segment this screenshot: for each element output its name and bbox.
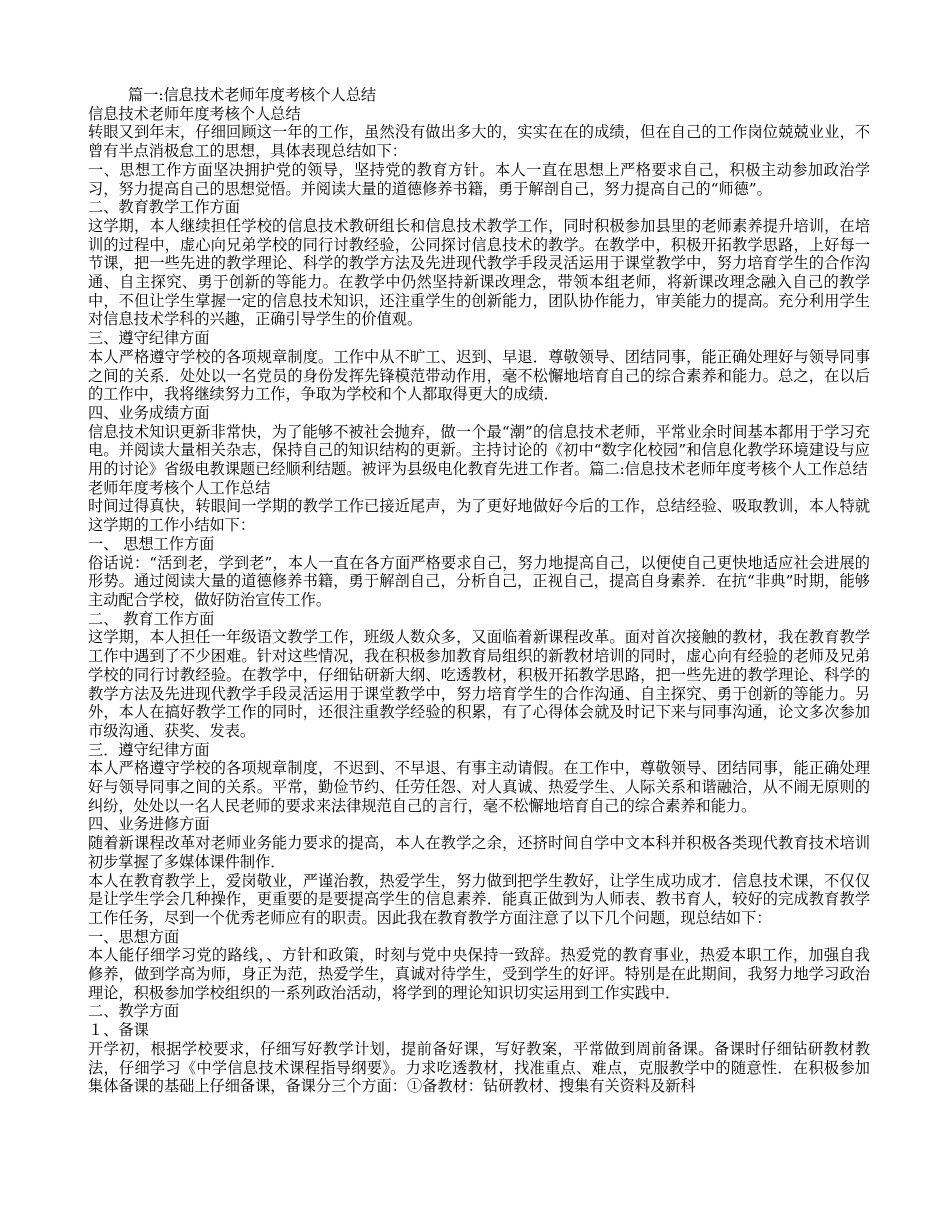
section-heading: 四、业务进修方面: [88, 815, 210, 834]
paragraph-teaching: 这学期，本人继续担任学校的信息技术教研组长和信息技术教学工作，同时积极参加县里的老师素养提升培训，在培训的过程中，虚心向兄弟学校的同行讨教经验，公同探讨信息技术的教学。在教学中，积极开拓教学思路，上好每一节课，把一些先进的教学理论、科学的教学方法及先进现代教学手段灵活运用于课堂教学中，努力培育学生的合作沟通、自主探究、勇于创新的等能力。在教学中仍然坚持新课改理念，带领本组老师，将新课改理念融入自己的教学中，不但让学生掌握一定的信息技术知识，还注重学生的创新能力，团队协作能力，审美能力的提高。充分利用学生对信息技术学科的兴趣，正确引导学生的价值观。: [88, 216, 870, 329]
section-heading: 一、思想方面: [88, 927, 180, 946]
section-heading: 二、教学方面: [88, 1002, 180, 1021]
paragraph-thought-3: 本人能仔细学习党的路线，、方针和政策，时刻与党中央保持一致辞。热爱党的教育事业，热爱本职工作，加强自我修养，做到学高为师，身正为范，热爱学生，真诚对待学生，受到学生的好评。特别是在此期间，我努力地学习政治理论，积极参加学校组织的一系列政治活动，将学到的理论知识切实运用到工作实践中．: [88, 946, 870, 1002]
section-heading: 二、 教育工作方面: [88, 609, 215, 628]
paragraph-lesson-prep: 开学初，根据学校要求，仔细写好教学计划，提前备好课，写好教案，平常做到周前备课。备课时仔细钻研教材教法，仔细学习《中学信息技术课程指导纲要》。力求吃透教材，找准重点、难点，克服教学中的随意性．在积极参加集体备课的基础上仔细备课，备课分三个方面：①备教材：钻研教材、搜集有关资料及新科: [88, 1039, 870, 1096]
paragraph-discipline: 本人严格遵守学校的各项规章制度。工作中从不旷工、迟到、早退．尊敬领导、团结同事，能正确处理好与领导同事之间的关系．处处以一名党员的身份发挥先锋模范带动作用，毫不松懈地培育自己的综合素养和能力。总之，在以后的工作中，我将继续努力工作，争取为学校和个人都取得更大的成绩．: [88, 347, 870, 404]
section-heading: 四、业务成绩方面: [88, 403, 210, 422]
section-heading: 三．遵守纪律方面: [88, 740, 210, 759]
paragraph-discipline-2: 本人严格遵守学校的各项规章制度，不迟到、不早退、有事主动请假。在工作中，尊敬领导、团结同事，能正确处理好与领导同事之间的关系。平常，勤俭节约、任劳任怨、对人真诚、热爱学生、人际关系和谐融洽，从不闹无原则的纠纷，处处以一名人民老师的要求来法律规范自己的言行，毫不松懈地培育自己的综合素养和能力。: [88, 759, 870, 815]
paragraph-teaching-2: 这学期，本人担任一年级语文教学工作，班级人数众多，又面临着新课程改革。面对首次接触的教材，我在教育教学工作中遇到了不少困难。针对这些情况，我在积极参加教育局组织的新教材培训的同时，虚心向有经验的老师及兄弟学校的同行讨教经验。在教学中，仔细钻研新大纲、吃透教材，积极开拓教学思路，把一些先进的教学理论、科学的教学方法及先进现代教学手段灵活运用于课堂教学中，努力培育学生的合作沟通、自主探究、勇于创新的等能力。另外，本人在搞好教学工作的同时，还很注重教学经验的积累，有了心得体会就及时记下来与同事沟通，论文多次参加市级沟通、获奖、发表。: [88, 628, 870, 740]
paragraph-intro-2: 时间过得真快，转眼间一学期的教学工作已接近尾声，为了更好地做好今后的工作，总结经验、吸取教训，本人特就这学期的工作小结如下：: [88, 497, 870, 535]
section-heading: 二、教育教学工作方面: [88, 198, 240, 217]
document-subtitle: 老师年度考核个人工作总结: [88, 478, 271, 497]
paragraph-intro: 转眼又到年末，仔细回顾这一年的工作，虽然没有做出多大的，实实在在的成绩，但在自己的工作岗位兢兢业业，不曾有半点消极怠工的思想，具体表现总结如下：: [88, 123, 870, 161]
paragraph-summary: 本人在教育教学上，爱岗敬业，严谨治教，热爱学生，努力做到把学生教好，让学生成功成才．信息技术课，不仅仅是让学生学会几种操作，更重要的是要提高学生的信息素养．能真正做到为人师表、教书育人，较好的完成教育教学工作任务，尽到一个优秀老师应有的职责。因此我在教育教学方面注意了以下几个问题，现总结如下：: [88, 871, 870, 927]
section-heading: 三、遵守纪律方面: [88, 329, 210, 348]
section-heading: 一、 思想工作方面: [88, 534, 215, 553]
paragraph-thought: 一、思想工作方面坚决拥护党的领导，坚持党的教育方针。本人一直在思想上严格要求自己，积极主动参加政治学习，努力提高自己的思想觉悟。并阅读大量的道德修养书籍，勇于解剖自己，努力提高自己的“师德”。: [88, 160, 870, 198]
paragraph-achievements: 信息技术知识更新非常快，为了能够不被社会抛弃，做一个最“潮”的信息技术老师，平常业余时间基本都用于学习充电。并阅读大量相关杂志，保持自己的知识结构的更新。主持讨论的《初中“数字化校园”和信息化教学环境建设与应用的讨论》省级电教课题已经顺利结题。被评为县级电化教育先进工作者。篇二:信息技术老师年度考核个人工作总结: [88, 422, 870, 479]
document-subtitle: 信息技术老师年度考核个人总结: [88, 104, 301, 123]
subsection-heading: １、备课: [88, 1021, 149, 1040]
paragraph-training: 随着新课程改革对老师业务能力要求的提高，本人在教学之余，还挤时间自学中文本科并积极各类现代教育技术培训初步掌握了多媒体课件制作．: [88, 834, 870, 871]
paragraph-thought-2: 俗话说：“活到老，学到老”，本人一直在各方面严格要求自己，努力地提高自己，以便使自己更快地适应社会进展的形势。通过阅读大量的道德修养书籍，勇于解剖自己，分析自己，正视自己，提高自身素养．在抗“非典”时期，能够主动配合学校，做好防治宣传工作。: [88, 553, 870, 609]
document-heading: 篇一:信息技术老师年度考核个人总结: [128, 86, 377, 104]
